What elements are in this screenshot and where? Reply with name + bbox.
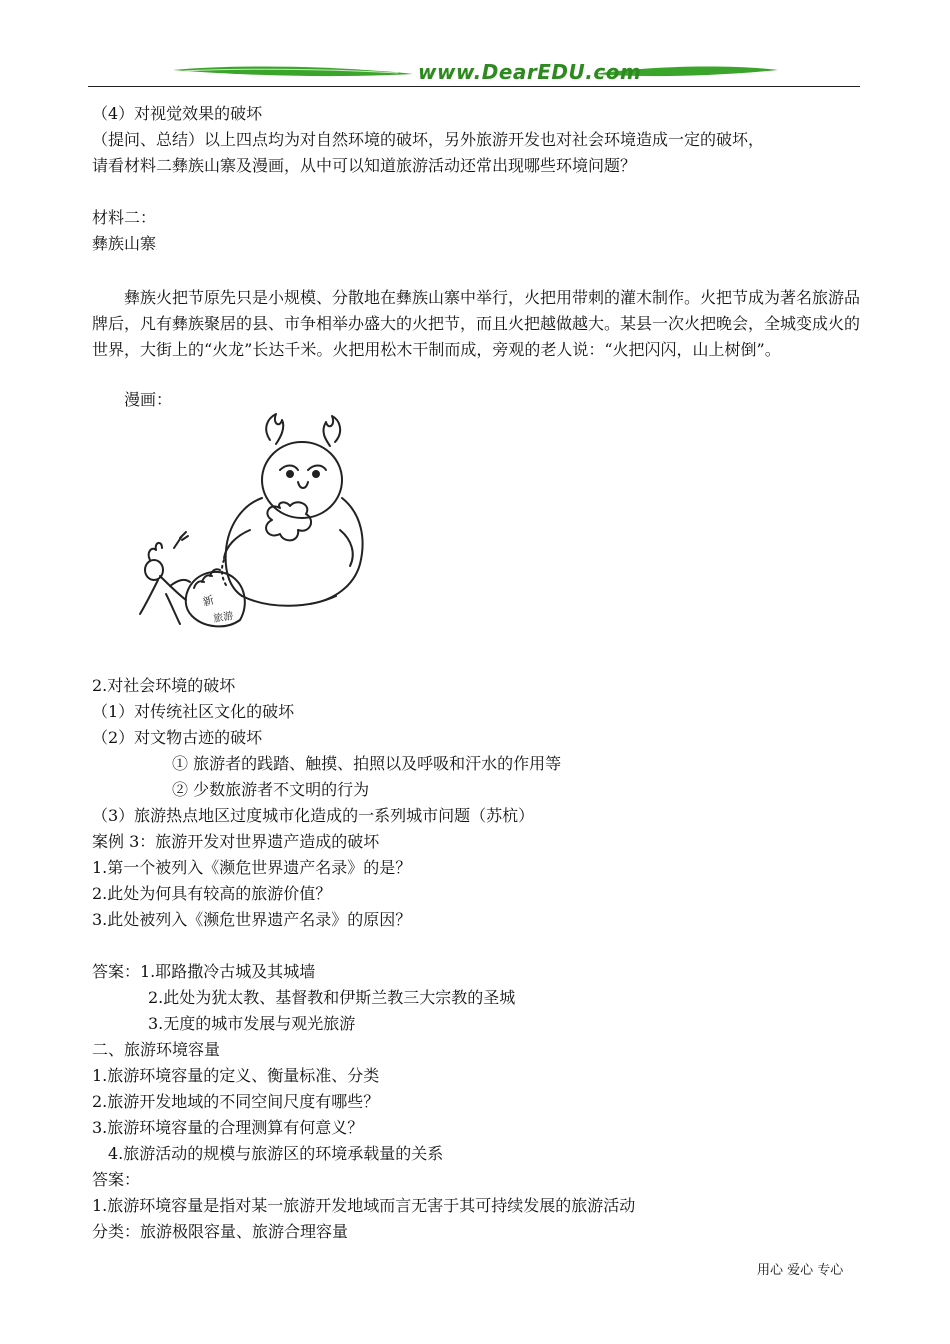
cartoon-text-left: 新 bbox=[201, 593, 216, 609]
text-line: （4）对视觉效果的破坏 bbox=[92, 104, 263, 123]
list-item: ① 旅游者的践踏、触摸、拍照以及呼吸和汗水的作用等 bbox=[172, 754, 562, 773]
question: 1.第一个被列入《濒危世界遗产名录》的是？ bbox=[92, 858, 412, 877]
text-line: （3）旅游热点地区过度城市化造成的一系列城市问题（苏杭） bbox=[92, 806, 535, 825]
section-title: 彝族山寨 bbox=[92, 234, 157, 253]
site-name: www.DearEDU.com bbox=[418, 60, 642, 84]
question: 2.此处为何具有较高的旅游价值？ bbox=[92, 884, 332, 903]
text-line: （提问、总结）以上四点均为对自然环境的破坏，另外旅游开发也对社会环境造成一定的破坏， bbox=[92, 130, 765, 149]
question: 1.旅游环境容量的定义、衡量标准、分类 bbox=[92, 1066, 380, 1085]
answer: 1.旅游环境容量是指对某一旅游开发地域而言无害于其可持续发展的旅游活动 bbox=[92, 1196, 636, 1215]
text-line: 请看材料二彝族山寨及漫画，从中可以知道旅游活动还常出现哪些环境问题？ bbox=[92, 156, 637, 175]
answer: 2.此处为犹太教、基督教和伊斯兰教三大宗教的圣城 bbox=[148, 988, 516, 1007]
question: 4.旅游活动的规模与旅游区的环境承载量的关系 bbox=[108, 1144, 444, 1163]
case-title: 案例 3：旅游开发对世界遗产造成的破坏 bbox=[92, 832, 380, 851]
list-item: ② 少数旅游者不文明的行为 bbox=[172, 780, 370, 799]
question: 2.旅游开发地域的不同空间尺度有哪些？ bbox=[92, 1092, 380, 1111]
section-heading: 2.对社会环境的破坏 bbox=[92, 676, 236, 695]
section-heading: 二、旅游环境容量 bbox=[92, 1040, 221, 1059]
answer-label: 答案： bbox=[92, 1170, 141, 1189]
text-line: （2）对文物古迹的破坏 bbox=[92, 728, 263, 747]
cartoon-illustration bbox=[130, 410, 380, 635]
question: 3.此处被列入《濒危世界遗产名录》的原因？ bbox=[92, 910, 412, 929]
page-footer: 用心 爱心 专心 bbox=[757, 1263, 844, 1278]
question: 3.旅游环境容量的合理测算有何意义？ bbox=[92, 1118, 364, 1137]
material-paragraph: 彝族火把节原先只是小规模、分散地在彝族山寨中举行，火把用带刺的灌木制作。火把节成为著名旅游品牌后，凡有彝族聚居的县、市争相举办盛大的火把节，而且火把越做越大。某县一次火把晚会，全城变成火的世界，大街上的“火龙”长达千米。火把用松木干制而成，旁观的老人说：“火把闪闪，山上树倒”。 bbox=[92, 288, 861, 359]
answer: 分类：旅游极限容量、旅游合理容量 bbox=[92, 1222, 349, 1241]
header-rule bbox=[88, 86, 860, 87]
answer: 3.无度的城市发展与观光旅游 bbox=[148, 1014, 356, 1033]
text-line: （1）对传统社区文化的破坏 bbox=[92, 702, 295, 721]
cartoon-text-foot: 旅游 bbox=[212, 610, 235, 625]
section-label: 材料二： bbox=[92, 208, 157, 227]
answer: 答案：1.耶路撒冷古城及其城墙 bbox=[92, 962, 316, 981]
cartoon-label: 漫画： bbox=[124, 390, 173, 409]
